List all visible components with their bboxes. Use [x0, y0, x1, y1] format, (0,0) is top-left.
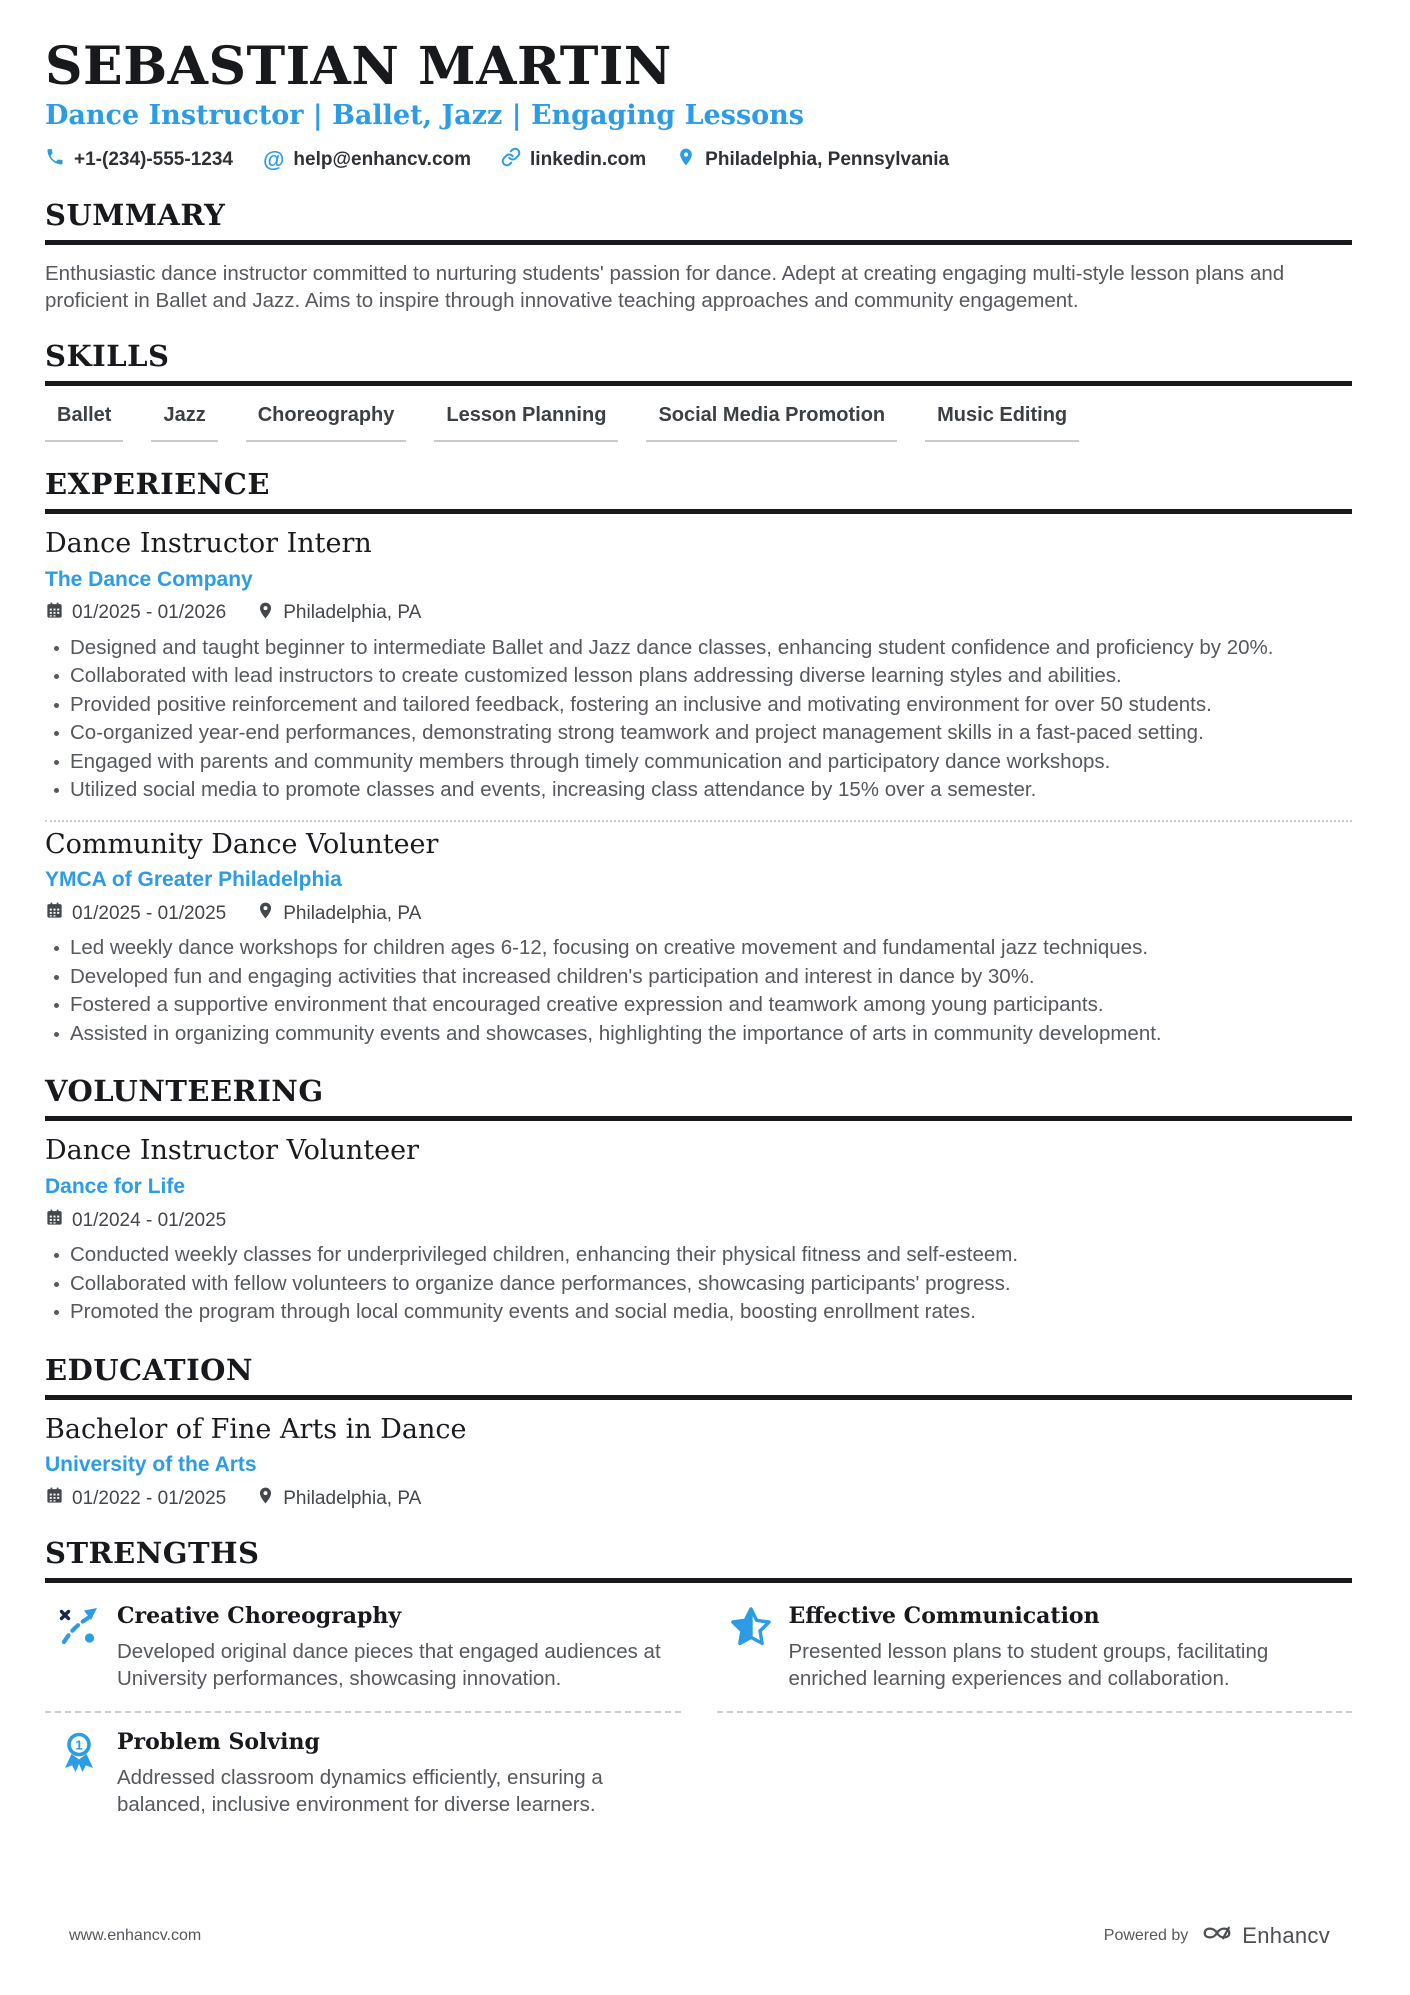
degree-title: Bachelor of Fine Arts in Dance	[45, 1413, 467, 1445]
enhancv-brand	[1200, 1922, 1330, 1949]
section-education	[45, 1353, 1352, 1512]
skill-tag: Lesson Planning	[434, 404, 618, 442]
entry-meta-row	[45, 601, 1352, 626]
contact-email-text: help@enhancv.com	[293, 148, 472, 170]
education-heading: EDUCATION	[45, 1353, 1352, 1400]
school-link[interactable]: University of the Arts	[45, 1453, 257, 1477]
entry-meta-row	[45, 1486, 1352, 1511]
section-strengths	[45, 1536, 1352, 1837]
calendar-icon	[45, 1208, 64, 1233]
candidate-headline: Dance Instructor | Ballet, Jazz | Engaging Lessons	[45, 99, 804, 131]
entry-dates	[45, 1486, 226, 1511]
entry-title: Dance Instructor Intern	[45, 527, 372, 559]
education-entry	[45, 1413, 1352, 1512]
enhancv-brand-name: Enhancv	[1242, 1922, 1330, 1948]
entry-dates	[45, 901, 226, 926]
section-summary	[45, 198, 1352, 314]
contact-link-text: linkedin.com	[530, 148, 647, 170]
entry-company-link[interactable]: The Dance Company	[45, 567, 253, 591]
strength-content	[117, 1729, 681, 1818]
strength-description: Presented lesson plans to student groups, facilitating enriched learning experiences and collaboration.	[788, 1640, 1269, 1691]
entry-location	[256, 901, 421, 926]
entry-dates-text: 01/2024 - 01/2025	[72, 1209, 227, 1231]
experience-entry	[45, 828, 1352, 1048]
bullet-item: Developed fun and engaging activities that increased children's participation and interest in dance by 30%.	[45, 964, 1352, 991]
entry-dates-text: 01/2025 - 01/2026	[72, 602, 227, 624]
entry-location-text: Philadelphia, PA	[283, 602, 422, 624]
strength-title: Effective Communication	[788, 1603, 1100, 1630]
volunteering-entry	[45, 1134, 1352, 1325]
enhancv-site-link[interactable]: www.enhancv.com	[69, 1926, 202, 1944]
calendar-icon	[45, 901, 64, 926]
experience-entry	[45, 527, 1352, 804]
entry-title: Community Dance Volunteer	[45, 828, 439, 860]
bullet-item: Assisted in organizing community events and showcases, highlighting the importance of arts in community development.	[45, 1021, 1352, 1048]
strength-content	[117, 1603, 681, 1692]
powered-by-lockup[interactable]	[1104, 1922, 1330, 1949]
entry-company-link[interactable]: Dance for Life	[45, 1175, 186, 1199]
strength-description: Addressed classroom dynamics efficiently, ensuring a balanced, inclusive environment for diverse learners.	[117, 1766, 603, 1817]
entry-bullet-list	[45, 1242, 1352, 1326]
summary-heading: SUMMARY	[45, 198, 1352, 245]
location-pin-icon	[256, 1486, 275, 1511]
bullet-item: Co-organized year-end performances, demonstrating strong teamwork and project management skills in a fast-paced setting.	[45, 720, 1352, 747]
bullet-item: Engaged with parents and community members through timely communication and participatory dance workshops.	[45, 749, 1352, 776]
entry-dates-text: 01/2022 - 01/2025	[72, 1487, 227, 1509]
section-skills	[45, 339, 1352, 442]
link-icon	[501, 147, 521, 173]
svg-text:1: 1	[75, 1737, 83, 1753]
bullet-item: Promoted the program through local community events and social media, boosting enrollment rates.	[45, 1299, 1352, 1326]
skill-tag: Social Media Promotion	[646, 404, 897, 442]
bullet-item: Fostered a supportive environment that encouraged creative expression and teamwork among young participants.	[45, 992, 1352, 1019]
strengths-heading: STRENGTHS	[45, 1536, 1352, 1583]
entry-dates-text: 01/2025 - 01/2025	[72, 902, 227, 924]
calendar-icon	[45, 1486, 64, 1511]
entry-divider	[45, 820, 1352, 822]
strategy-icon	[57, 1603, 101, 1692]
resume-header	[45, 36, 1352, 173]
entry-dates	[45, 1208, 226, 1233]
volunteering-heading: VOLUNTEERING	[45, 1074, 1352, 1121]
strength-card	[45, 1587, 681, 1713]
entry-meta-row	[45, 1208, 1352, 1233]
contact-phone[interactable]	[45, 147, 233, 173]
bullet-item: Designed and taught beginner to intermediate Ballet and Jazz dance classes, enhancing student confidence and proficiency by 20%.	[45, 635, 1352, 662]
page-footer	[45, 1922, 1352, 1957]
entry-location	[256, 601, 421, 626]
contact-row	[45, 147, 1352, 173]
bullet-item: Utilized social media to promote classes and events, increasing class attendance by 15% over a semester.	[45, 777, 1352, 804]
skill-tag: Choreography	[246, 404, 407, 442]
bullet-item: Collaborated with lead instructors to create customized lesson plans addressing diverse learning styles and abilities.	[45, 663, 1352, 690]
experience-heading: EXPERIENCE	[45, 467, 1352, 514]
powered-by-label: Powered by	[1103, 1926, 1189, 1944]
skills-heading: SKILLS	[45, 339, 1352, 386]
strength-description: Developed original dance pieces that engaged audiences at University performances, showcasing innovation.	[117, 1640, 661, 1691]
entry-title: Dance Instructor Volunteer	[45, 1135, 419, 1167]
contact-phone-text: +1-(234)-555-1234	[74, 148, 233, 170]
entry-location-text: Philadelphia, PA	[283, 1487, 422, 1509]
strength-title: Problem Solving	[117, 1729, 320, 1756]
calendar-icon	[45, 601, 64, 626]
phone-icon	[45, 147, 65, 173]
strength-title: Creative Choreography	[117, 1603, 402, 1630]
strengths-grid	[45, 1587, 1352, 1837]
skill-tag: Ballet	[45, 404, 123, 442]
entry-location	[256, 1486, 421, 1511]
skill-tag: Jazz	[151, 404, 217, 442]
at-icon: @	[262, 146, 285, 172]
candidate-name: SEBASTIAN MARTIN	[45, 36, 672, 97]
strength-card	[717, 1587, 1353, 1713]
entry-company-link[interactable]: YMCA of Greater Philadelphia	[45, 868, 342, 892]
entry-location-text: Philadelphia, PA	[283, 902, 422, 924]
section-volunteering	[45, 1074, 1352, 1327]
entry-bullet-list	[45, 635, 1352, 804]
star-icon	[729, 1603, 773, 1692]
bullet-item: Conducted weekly classes for underprivileged children, enhancing their physical fitness and self-esteem.	[45, 1242, 1352, 1269]
contact-location	[676, 147, 949, 173]
location-pin-icon	[256, 901, 275, 926]
location-pin-icon	[676, 147, 696, 173]
bullet-item: Provided positive reinforcement and tailored feedback, fostering an inclusive and motivating environment for over 50 students.	[45, 692, 1352, 719]
entry-meta-row	[45, 901, 1352, 926]
bullet-item: Collaborated with fellow volunteers to organize dance performances, showcasing participants' progress.	[45, 1271, 1352, 1298]
enhancv-logo-icon	[1200, 1922, 1234, 1949]
strength-content	[789, 1603, 1353, 1692]
bullet-item: Led weekly dance workshops for children ages 6-12, focusing on creative movement and fundamental jazz techniques.	[45, 935, 1352, 962]
contact-email[interactable]	[262, 146, 472, 172]
medal-icon	[57, 1729, 101, 1818]
entry-dates	[45, 601, 226, 626]
skill-tag: Music Editing	[925, 404, 1079, 442]
strength-card	[45, 1713, 681, 1837]
contact-location-text: Philadelphia, Pennsylvania	[705, 148, 950, 170]
skills-row	[45, 404, 1352, 442]
summary-text: Enthusiastic dance instructor committed to nurturing students' passion for dance. Adept at creating engaging multi-style lesson plans and proficient in Ballet and Jazz. Aims to inspire through innovative teaching approaches and community engagement.	[45, 261, 1285, 312]
section-experience	[45, 467, 1352, 1050]
location-pin-icon	[256, 601, 275, 626]
contact-link[interactable]	[501, 147, 646, 173]
entry-bullet-list	[45, 935, 1352, 1047]
